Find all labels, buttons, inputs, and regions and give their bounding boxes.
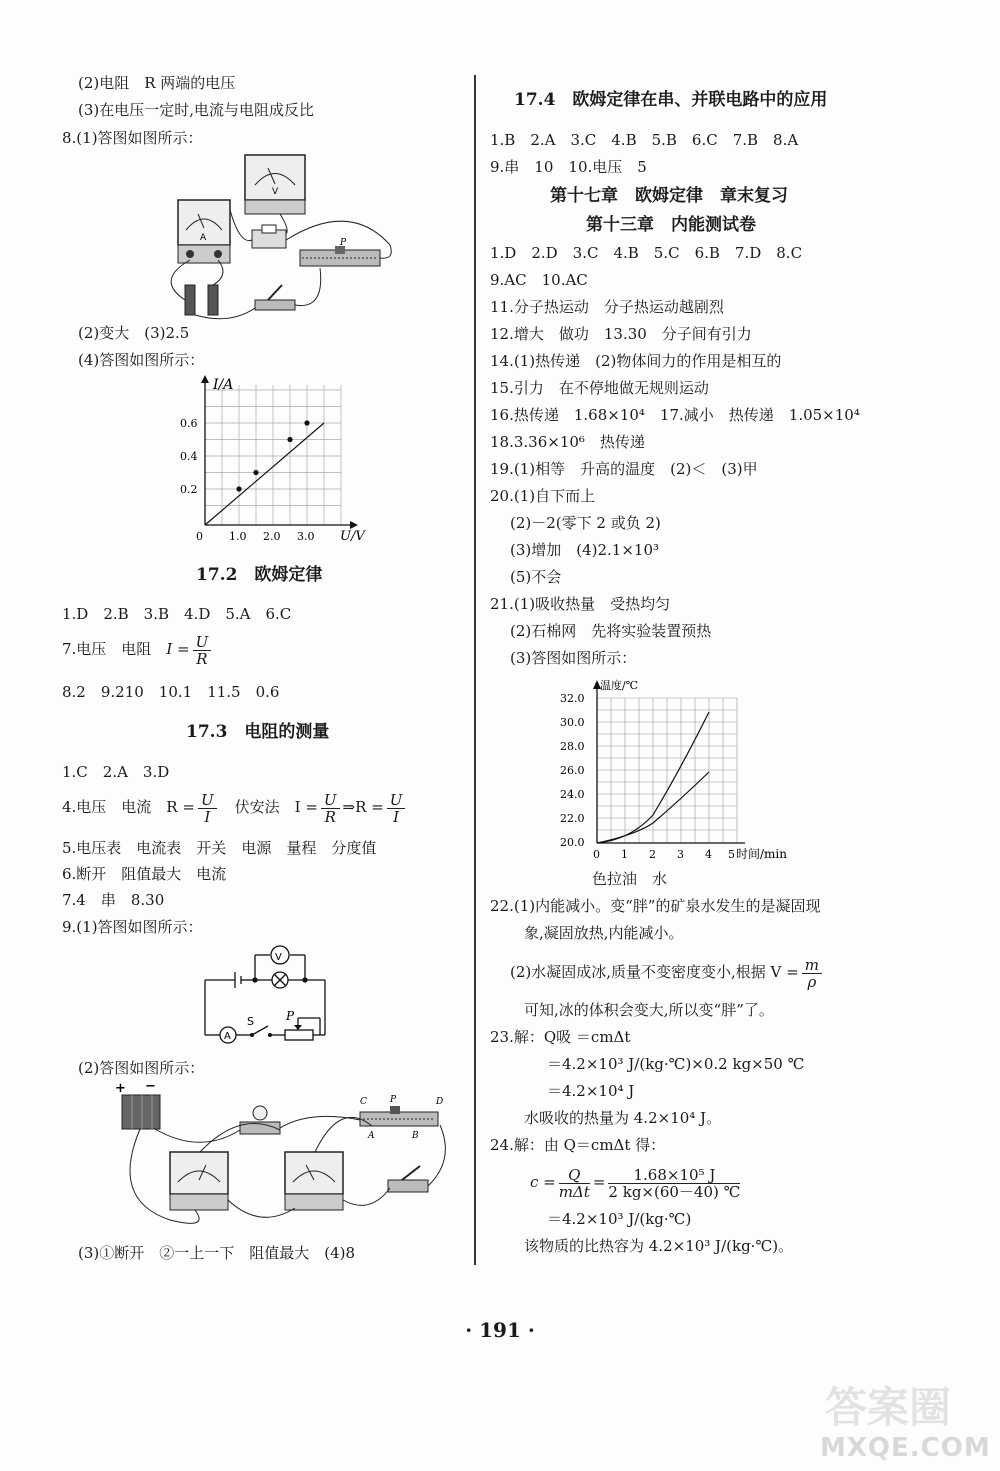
text-line: ＝4.2×10³ J/(kg·℃)×0.2 kg×50 ℃ xyxy=(547,1055,805,1073)
text-line: 12.增大 做功 13.30 分子间有引力 xyxy=(490,325,752,343)
text-line: 1.D 2.D 3.C 4.B 5.C 6.B 7.D 8.C xyxy=(490,244,803,262)
text-line: 6.断开 阻值最大 电流 xyxy=(62,865,227,883)
apparatus-figure-1 xyxy=(150,150,430,325)
svg-text:26.0: 26.0 xyxy=(560,764,585,777)
text-line: 21.(1)吸收热量 受热均匀 xyxy=(490,595,671,613)
chapter-title: 第十三章 内能测试卷 xyxy=(586,215,756,235)
text-line: 16.热传递 1.68×10⁴ 17.减小 热传递 1.05×10⁴ xyxy=(490,406,860,424)
text-line: 该物质的比热容为 4.2×10³ J/(kg·℃)。 xyxy=(524,1237,794,1255)
text-line: 22.(1)内能减小。变“胖”的矿泉水发生的是凝固现 xyxy=(490,897,821,915)
text-line: 象,凝固放热,内能减小。 xyxy=(524,924,684,942)
section-title: 17.3 电阻的测量 xyxy=(186,722,330,742)
svg-text:2: 2 xyxy=(649,848,656,861)
ytick: 0.6 xyxy=(180,417,198,430)
text-line: (2)－2(零下 2 或负 2) xyxy=(510,514,661,532)
text-line: 18.3.36×10⁶ 热传递 xyxy=(490,433,645,451)
svg-text:0: 0 xyxy=(593,848,600,861)
text-line: 4.电压 电流 R = $\frac{U}{I}$ 伏安法 I = $\frac{U}{R}$ ⇒R = $\frac{U}{I}$ xyxy=(62,790,408,825)
text-line: (2)变大 (3)2.5 xyxy=(78,324,190,342)
svg-text:A: A xyxy=(200,233,207,243)
text-line: 11.分子热运动 分子热运动越剧烈 xyxy=(490,298,724,316)
text-line: 1.D 2.B 3.B 4.D 5.A 6.C xyxy=(62,605,292,623)
text-line: 9.串 10 10.电压 5 xyxy=(490,158,647,176)
text-line: ＝4.2×10³ J/(kg·℃) xyxy=(547,1210,692,1228)
svg-text:A: A xyxy=(224,1031,231,1042)
svg-text:20.0: 20.0 xyxy=(560,836,585,849)
text-line: (3)增加 (4)2.1×10³ xyxy=(510,541,660,559)
svg-text:32.0: 32.0 xyxy=(560,692,585,705)
svg-text:D: D xyxy=(436,1097,444,1107)
section-title: 17.2 欧姆定律 xyxy=(196,565,323,585)
ytick: 0.2 xyxy=(180,483,198,496)
svg-text:P: P xyxy=(340,238,347,248)
text-line: (3)在电压一定时,电流与电阻成反比 xyxy=(78,101,315,119)
text-line: 8.2 9.210 10.1 11.5 0.6 xyxy=(62,683,280,701)
svg-text:时间/min: 时间/min xyxy=(736,847,787,861)
text-line: 色拉油 水 xyxy=(592,870,668,888)
text-line: 水吸收的热量为 4.2×10⁴ J。 xyxy=(524,1109,722,1127)
apparatus-figure-2 xyxy=(110,1080,450,1235)
section-title: 17.4 欧姆定律在串、并联电路中的应用 xyxy=(514,90,828,110)
svg-text:24.0: 24.0 xyxy=(560,788,585,801)
text-line: 8.(1)答图如图所示： xyxy=(62,129,203,147)
svg-text:3: 3 xyxy=(677,848,684,861)
xtick: 2.0 xyxy=(263,530,281,543)
text-line: 1.C 2.A 3.D xyxy=(62,763,170,781)
svg-text:P: P xyxy=(286,1009,295,1023)
text-line: ＝4.2×10⁴ J xyxy=(547,1082,635,1100)
text-line: (2)水凝固成冰,质量不变密度变小,根据 V = $\frac{m}{\rho}$ xyxy=(510,955,825,990)
svg-text:30.0: 30.0 xyxy=(560,716,585,729)
text-line: 23.解：Q吸 ＝cmΔt xyxy=(490,1028,631,1046)
text-line: (2)电阻 R 两端的电压 xyxy=(78,74,236,92)
text-line: (3)答图如图所示： xyxy=(510,649,637,667)
svg-text:1: 1 xyxy=(621,848,628,861)
svg-text:A: A xyxy=(368,1131,375,1141)
text-line: 7.电压 电阻 I = $\frac{U}{R}$ xyxy=(62,632,214,667)
text-line: (3)①断开 ②一上一下 阻值最大 (4)8 xyxy=(78,1244,356,1262)
temperature-graph xyxy=(560,675,820,865)
text-line: 24.解：由 Q＝cmΔt 得： xyxy=(490,1136,666,1154)
ytick: 0.4 xyxy=(180,450,198,463)
xtick: 1.0 xyxy=(229,530,247,543)
chapter-title: 第十七章 欧姆定律 章末复习 xyxy=(550,186,788,206)
svg-text:V: V xyxy=(275,952,282,963)
text-line: 19.(1)相等 升高的温度 (2)＜ (3)甲 xyxy=(490,460,758,478)
xtick: 0 xyxy=(196,530,203,543)
text-line: 15.引力 在不停地做无规则运动 xyxy=(490,379,709,397)
svg-text:5: 5 xyxy=(728,848,735,861)
svg-text:+: + xyxy=(115,1081,126,1096)
xtick: 3.0 xyxy=(297,530,315,543)
svg-text:−: − xyxy=(145,1079,156,1094)
svg-text:4: 4 xyxy=(705,848,712,861)
text-line: 14.(1)热传递 (2)物体间力的作用是相互的 xyxy=(490,352,782,370)
column-divider xyxy=(474,75,476,1265)
circuit-diagram xyxy=(190,940,340,1050)
svg-text:P: P xyxy=(390,1095,397,1105)
text-line: (5)不会 xyxy=(510,568,562,586)
svg-text:V: V xyxy=(272,187,279,197)
svg-text:C: C xyxy=(360,1097,367,1107)
svg-text:温度/℃: 温度/℃ xyxy=(600,679,639,692)
svg-text:22.0: 22.0 xyxy=(560,812,585,825)
page-number: · 191 · xyxy=(465,1318,535,1342)
text-line: 9.(1)答图如图所示： xyxy=(62,918,203,936)
watermark-logo: 答案圈 MXQE.COM xyxy=(820,1383,991,1463)
text-line: 9.AC 10.AC xyxy=(490,271,588,289)
iu-graph xyxy=(180,375,380,545)
text-line: 5.电压表 电流表 开关 电源 量程 分度值 xyxy=(62,839,377,857)
graph-xlabel: U/V xyxy=(340,529,365,544)
text-line: 7.4 串 8.30 xyxy=(62,891,165,909)
svg-text:B: B xyxy=(412,1131,419,1141)
text-line: (4)答图如图所示： xyxy=(78,351,205,369)
text-line: (2)石棉网 先将实验装置预热 xyxy=(510,622,712,640)
graph-ylabel: I/A xyxy=(213,377,234,393)
text-line: 1.B 2.A 3.C 4.B 5.B 6.C 7.B 8.A xyxy=(490,131,799,149)
text-line: 20.(1)自下而上 xyxy=(490,487,596,505)
text-line: c = $\frac{Q}{\text{mΔt}}$ = $\frac{\text{1.68×10⁵ J}}{2 kg\times(60-40) ℃}$ xyxy=(530,1165,741,1201)
svg-text:S: S xyxy=(247,1015,254,1028)
svg-text:28.0: 28.0 xyxy=(560,740,585,753)
text-line: 可知,冰的体积会变大,所以变“胖”了。 xyxy=(524,1001,774,1019)
text-line: (2)答图如图所示： xyxy=(78,1059,205,1077)
